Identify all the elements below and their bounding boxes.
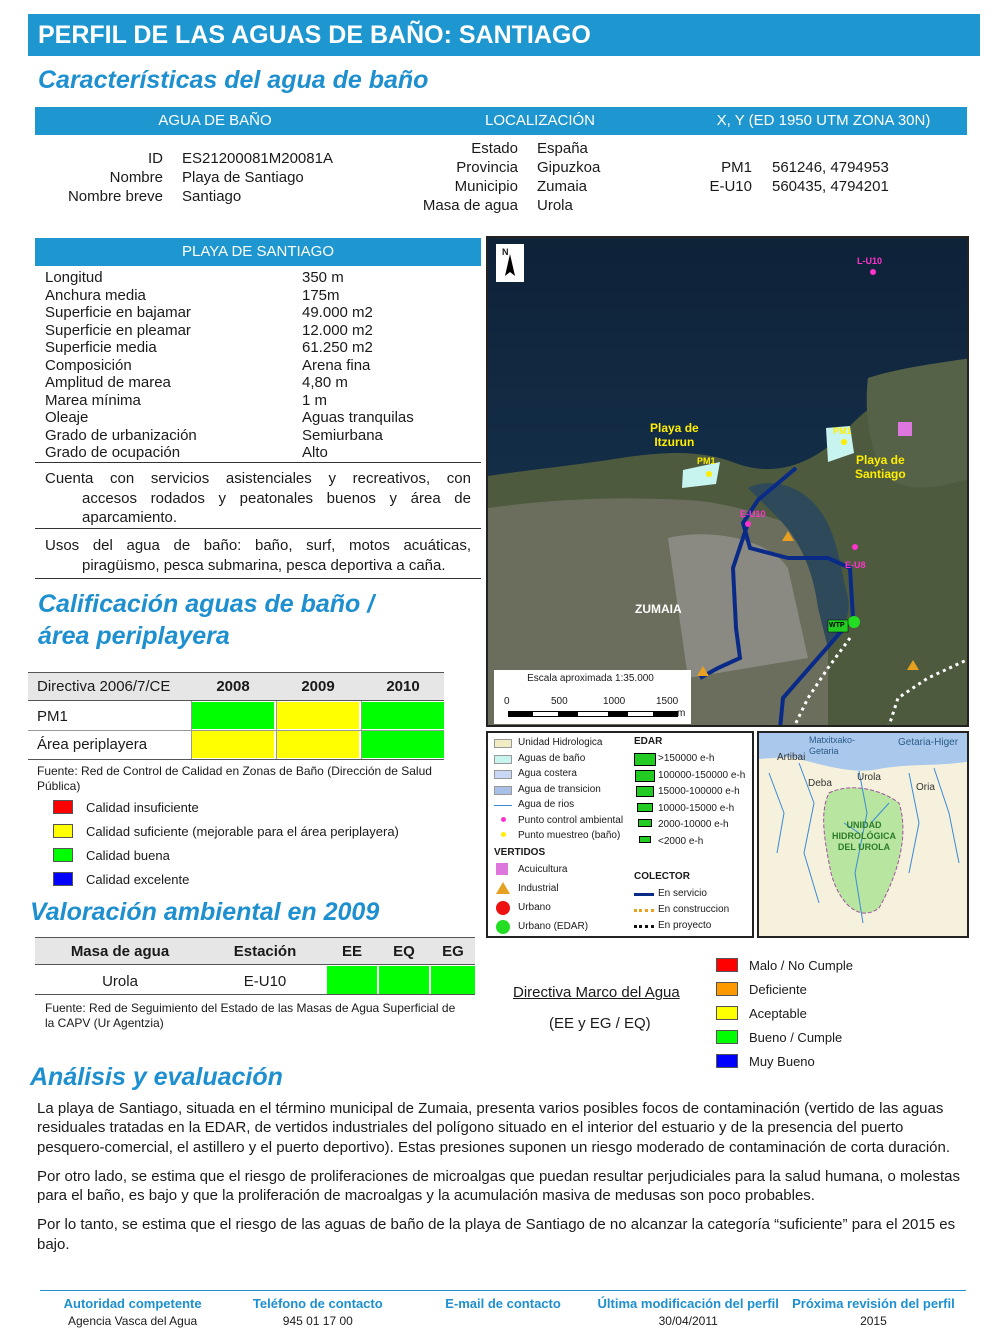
map-label-lu10: L-U10: [857, 256, 883, 266]
footer-value: [410, 1314, 595, 1328]
map-scale-tick-500: 500: [551, 696, 568, 707]
footer: [40, 1296, 966, 1328]
map-legend-edar-label: <2000 e-h: [658, 835, 704, 847]
footer-heading: Última modificación del perfil: [597, 1296, 779, 1311]
playa-row: [35, 304, 481, 322]
map-legend-label: Unidad Hidrologica: [518, 737, 603, 748]
dma-title: Directiva Marco del Agua: [513, 984, 680, 1001]
playa-row-value: Arena fina: [302, 356, 371, 374]
playa-row: [35, 287, 481, 305]
dma-legend-swatch: [716, 958, 738, 972]
loc-labels: [400, 139, 518, 215]
map-legend-edar-symbol: [638, 819, 652, 827]
map-legend-edar-symbol: [639, 836, 651, 843]
label-provincia: Provincia: [456, 159, 518, 176]
map-legend-vertido-symbol: [496, 882, 510, 894]
map-legend-colector-label: En proyecto: [658, 920, 712, 931]
map-legend-edar-label: 15000-100000 e-h: [658, 786, 740, 797]
quality-cell: [192, 702, 274, 729]
map-label-pm1-santiago: PM1: [833, 426, 852, 436]
playa-row: [35, 444, 481, 462]
loc-values: [537, 139, 600, 215]
map-legend-colector-label: En servicio: [658, 888, 707, 899]
value-masa-agua: Urola: [537, 197, 573, 214]
legend-swatch: [53, 872, 73, 886]
legend-swatch: [53, 848, 73, 862]
playa-row-value: 4,80 m: [302, 374, 348, 391]
cal-header-2008: 2008: [216, 678, 250, 695]
quality-cell: [362, 702, 444, 729]
section-heading-valoracion: Valoración ambiental en 2009: [30, 898, 380, 926]
footer-heading: E-mail de contacto: [445, 1296, 561, 1311]
playa-row-label: Oleaje: [45, 409, 89, 426]
agua-values: [182, 149, 333, 206]
playa-row-label: Amplitud de marea: [45, 374, 171, 391]
playa-row-value: 49.000 m2: [302, 304, 373, 321]
val-row-masa: Urola: [102, 973, 138, 990]
playa-row-label: Anchura media: [45, 286, 146, 304]
map-scale-tick-1000: 1000: [603, 696, 626, 707]
map-legend-label: Aguas de baño: [518, 752, 586, 764]
value-nombre-breve: Santiago: [182, 188, 242, 205]
label-pm1: PM1: [721, 159, 752, 176]
analisis-p1: La playa de Santiago, situada en el término municipal de Zumaia, presenta varios posibles focos de contaminación (vertido de las aguas residuales tratadas en la EDAR, de vertidos industriales del polígono situado en el interior del estuario y de la presencia del puerto pesquero-comercial, el astillero y el puerto deportivo). Estas presiones suponen un riesgo moderado de contaminación de corta duración.: [37, 1100, 951, 1156]
minimap-unidad-1: UNIDAD: [846, 820, 882, 830]
map-scale-unit: m: [677, 708, 686, 719]
map-label-santiago-2: Santiago: [855, 467, 906, 481]
valoracion-cell: [327, 966, 377, 994]
minimap-label-unidad: [827, 820, 901, 853]
coord-labels: [690, 158, 752, 196]
playa-table: [35, 266, 481, 463]
map-label-itzurun: [650, 421, 699, 449]
label-municipio: Municipio: [454, 178, 518, 195]
footer-value: 30/04/2011: [658, 1314, 718, 1328]
playa-row: [35, 409, 481, 427]
map-north-label: N: [502, 247, 509, 257]
map-legend-symbol: [501, 817, 506, 822]
label-nombre: Nombre: [109, 169, 163, 186]
map-legend-edar-symbol: [637, 803, 653, 813]
quality-cell: [192, 731, 274, 758]
dma-legend-label: Muy Bueno: [749, 1054, 815, 1069]
map-legend-label: Punto muestreo (baño): [518, 830, 621, 841]
dma-legend-swatch: [716, 1030, 738, 1044]
playa-row-value: Aguas tranquilas: [302, 409, 414, 426]
minimap-unidad-3: DEL UROLA: [837, 842, 891, 852]
value-id: ES21200081M20081A: [182, 150, 333, 167]
playa-row: [35, 357, 481, 375]
calificacion-fuente: Fuente: Red de Control de Calidad en Zonas de Baño (Dirección de Salud Pública): [37, 764, 432, 793]
footer-heading: Próxima revisión del perfil: [792, 1296, 955, 1311]
analisis-body: [37, 1099, 962, 1254]
cal-header-2009: 2009: [301, 678, 335, 695]
map-label-pm1-itzurun: PM1: [697, 456, 716, 466]
north-arrow: [496, 244, 524, 282]
servicios-line-2: accesos rodados y peatonales buenos y área de: [82, 489, 471, 507]
map-legend-vertido-symbol: [496, 863, 508, 875]
legend-label: Calidad excelente: [86, 872, 190, 887]
map-legend-edar-label: 100000-150000 e-h: [658, 769, 746, 781]
legend-label: Calidad insuficiente: [86, 800, 199, 815]
map-legend-colector-title: COLECTOR: [634, 871, 690, 882]
playa-row-value: Alto: [302, 444, 328, 461]
label-nombre-breve: Nombre breve: [67, 188, 163, 205]
cal-header-directiva: Directiva 2006/7/CE: [37, 678, 171, 695]
map-legend-label: Agua de transicion: [518, 783, 601, 795]
playa-row-label: Superficie en bajamar: [45, 304, 191, 321]
playa-row-label: Grado de urbanización: [45, 426, 197, 444]
value-provincia: Gipuzkoa: [537, 159, 601, 176]
playa-row-value: 175m: [302, 286, 340, 304]
playa-usos: [35, 529, 481, 579]
quality-cell: [277, 702, 359, 729]
dma-legend-label: Malo / No Cumple: [749, 958, 854, 973]
servicios-line-3: aparcamiento.: [82, 509, 178, 526]
dma-legend-swatch: [716, 1006, 738, 1020]
map-legend-symbol: [494, 805, 512, 806]
map-label-santiago-1: Playa de: [855, 453, 905, 467]
cal-row-pm1-label: PM1: [37, 708, 68, 725]
section-heading-analisis: Análisis y evaluación: [30, 1063, 283, 1091]
footer-column: [40, 1296, 225, 1328]
map-legend-edar-symbol: [634, 753, 656, 766]
val-header-ee: EE: [341, 943, 362, 960]
map-legend-vertido-symbol: [496, 901, 510, 915]
footer-column: [410, 1296, 595, 1328]
map-label-wtp: WTP: [829, 622, 845, 629]
playa-row-value: 61.250 m2: [302, 339, 373, 356]
map-legend-symbol: [494, 770, 512, 779]
map-label-zumaia: ZUMAIA: [635, 602, 682, 616]
label-eu10: E-U10: [709, 178, 752, 195]
playa-row: [35, 269, 481, 287]
valoracion-fuente: Fuente: Red de Seguimiento del Estado de las Masas de Agua Superficial de la CAPV (Ur Agentzia): [45, 1001, 456, 1030]
map-legend: [486, 731, 754, 938]
footer-value: Agencia Vasca del Agua: [67, 1314, 198, 1328]
playa-row: [35, 322, 481, 340]
map-legend-symbol: [494, 786, 512, 795]
page-title: PERFIL DE LAS AGUAS DE BAÑO: SANTIAGO: [28, 14, 980, 56]
map-legend-colector-label: En construccion: [658, 904, 730, 915]
map-legend-label: Agua costera: [518, 768, 577, 779]
value-estado: España: [537, 140, 588, 157]
map-legend-edar-label: >150000 e-h: [658, 753, 715, 764]
map-legend-vertido-label: Acuicultura: [518, 864, 568, 875]
playa-servicios: [35, 463, 481, 529]
map-legend-edar-title: EDAR: [634, 736, 663, 747]
playa-header: PLAYA DE SANTIAGO: [35, 238, 481, 266]
legend-label: Calidad suficiente (mejorable para el área periplayera): [86, 824, 399, 839]
dma-legend-label: Aceptable: [749, 1006, 807, 1021]
playa-row: [35, 339, 481, 357]
map-legend-edar-label: 2000-10000 e-h: [658, 819, 729, 830]
footer-value: 945 01 17 00: [282, 1314, 353, 1328]
playa-row: [35, 392, 481, 410]
cal-header-2010: 2010: [386, 678, 420, 695]
dma-subtitle: (EE y EG / EQ): [549, 1015, 651, 1032]
map-legend-edar-label: 10000-15000 e-h: [658, 802, 735, 814]
map-scale-tick-1500: 1500: [656, 696, 679, 707]
value-nombre: Playa de Santiago: [182, 169, 304, 186]
val-header-estacion: Estación: [233, 943, 297, 960]
header-agua: AGUA DE BAÑO: [158, 112, 272, 129]
label-id: ID: [148, 150, 163, 167]
section-heading-calificacion: [38, 588, 374, 652]
map-label-santiago: [855, 453, 906, 481]
playa-row-value: 350 m: [302, 269, 344, 286]
coord-values: [772, 158, 889, 196]
aerial-map-svg: [488, 238, 969, 727]
minimap-label-oria: Oria: [916, 782, 935, 793]
legend-swatch: [53, 824, 73, 838]
label-estado: Estado: [471, 140, 518, 157]
map-legend-vertidos-title: VERTIDOS: [494, 847, 546, 858]
playa-row-label: Longitud: [45, 269, 103, 286]
map-label-itzurun-1: Playa de: [650, 421, 699, 435]
footer-column: [596, 1296, 781, 1328]
map-label-eu8: E-U8: [845, 560, 866, 570]
playa-row-label: Superficie en pleamar: [45, 321, 191, 339]
footer-column: [225, 1296, 410, 1328]
legend-swatch: [53, 800, 73, 814]
map-legend-vertido-label: Industrial: [518, 883, 559, 894]
dma-legend-swatch: [716, 1054, 738, 1068]
val-row-estacion: E-U10: [243, 973, 287, 990]
map-legend-symbol: [494, 755, 512, 764]
header-coords: X, Y (ED 1950 UTM ZONA 30N): [716, 112, 931, 129]
analisis-p2: Por otro lado, se estima que el riesgo de proliferaciones de microalgas que puedan resultar perjudiciales para la salud humana, o molestas para el baño, es bajo y que la proliferación de macroalgas y la acumulación masiva de medusas son poco probables.: [37, 1167, 961, 1205]
footer-heading: Autoridad competente: [63, 1296, 202, 1311]
playa-row: [35, 427, 481, 445]
calificacion-heading-line-1: Calificación aguas de baño /: [38, 590, 375, 618]
map-legend-vertido-symbol: [496, 920, 510, 934]
cal-row-area-label: Área periplayera: [37, 736, 148, 753]
agua-labels: [40, 149, 163, 206]
analisis-p3: Por lo tanto, se estima que el riesgo de las aguas de baño de la playa de Santiago de no alcanzar la categoría “suficiente” para el 2015 es bajo.: [37, 1216, 956, 1253]
playa-row-value: 12.000 m2: [302, 321, 373, 339]
playa-row-value: Semiurbana: [302, 426, 383, 444]
minimap-label-matxitxako: Matxitxako-Getaria: [809, 735, 856, 756]
dma-legend-swatch: [716, 982, 738, 996]
val-header-eg: EG: [442, 943, 464, 960]
usos-line-1: Usos del agua de baño: baño, surf, motos acuáticas,: [45, 537, 471, 554]
minimap-label-artibai: Artibai: [777, 752, 806, 763]
quality-cell: [362, 731, 444, 758]
playa-row-label: Superficie media: [45, 339, 157, 356]
playa-row-label: Grado de ocupación: [45, 444, 181, 461]
calificacion-heading-line-2: área periplayera: [38, 622, 230, 650]
value-eu10: 560435, 4794201: [772, 178, 889, 195]
playa-row: [35, 374, 481, 392]
header-localizacion: LOCALIZACIÓN: [484, 112, 596, 129]
value-municipio: Zumaia: [537, 178, 588, 195]
map-label-itzurun-2: Itzurun: [654, 435, 695, 449]
valoracion-table: [35, 937, 475, 995]
minimap-label-getaria: Getaria-Higer: [898, 737, 959, 748]
map-legend-colector-symbol: [634, 925, 654, 928]
servicios-line-1: Cuenta con servicios asistenciales y recreativos, con: [45, 470, 471, 487]
playa-row-label: Composición: [45, 356, 132, 374]
minimap-label-urola: Urola: [857, 772, 881, 783]
val-header-masa: Masa de agua: [70, 943, 170, 960]
map-scale-tick-0: 0: [504, 696, 510, 707]
map-legend-symbol: [494, 739, 512, 748]
label-masa-agua: Masa de agua: [422, 197, 518, 214]
playa-row-value: 1 m: [302, 391, 328, 409]
calificacion-table: [28, 672, 444, 760]
valoracion-cell: [431, 966, 475, 994]
map-legend-edar-symbol: [635, 770, 655, 782]
quality-cell: [277, 731, 359, 758]
map-legend-edar-symbol: [636, 786, 654, 797]
footer-heading: Teléfono de contacto: [252, 1296, 383, 1311]
map-legend-vertido-label: Urbano: [518, 902, 551, 913]
footer-divider: [40, 1290, 966, 1291]
value-pm1: 561246, 4794953: [772, 159, 889, 176]
map-legend-colector-symbol: [634, 893, 654, 896]
dma-legend-label: Bueno / Cumple: [749, 1030, 843, 1045]
aerial-map: [486, 236, 969, 727]
map-legend-colector-symbol: [634, 909, 654, 912]
legend-label: Calidad buena: [86, 848, 170, 863]
map-legend-label: Agua de rios: [518, 799, 575, 810]
minimap-unidad-2: HIDROLÓGICA: [832, 831, 896, 841]
usos-line-2: piragüismo, pesca submarina, pesca deportiva a caña.: [82, 556, 446, 574]
footer-value: 2015: [860, 1314, 887, 1328]
footer-column: [781, 1296, 966, 1328]
map-legend-vertido-label: Urbano (EDAR): [518, 921, 589, 932]
map-scale-text: Escala aproximada 1:35.000: [527, 673, 654, 684]
map-legend-label: Punto control ambiental: [518, 814, 624, 826]
valoracion-cell: [379, 966, 429, 994]
map-label-eu10: E-U10: [740, 509, 766, 519]
minimap-label-deba: Deba: [808, 778, 832, 789]
dma-legend-label: Deficiente: [749, 982, 807, 997]
map-legend-symbol: [501, 832, 506, 837]
val-header-eq: EQ: [393, 943, 415, 960]
playa-row-label: Marea mínima: [45, 391, 141, 409]
section-heading-caracteristicas: Características del agua de baño: [38, 66, 429, 94]
